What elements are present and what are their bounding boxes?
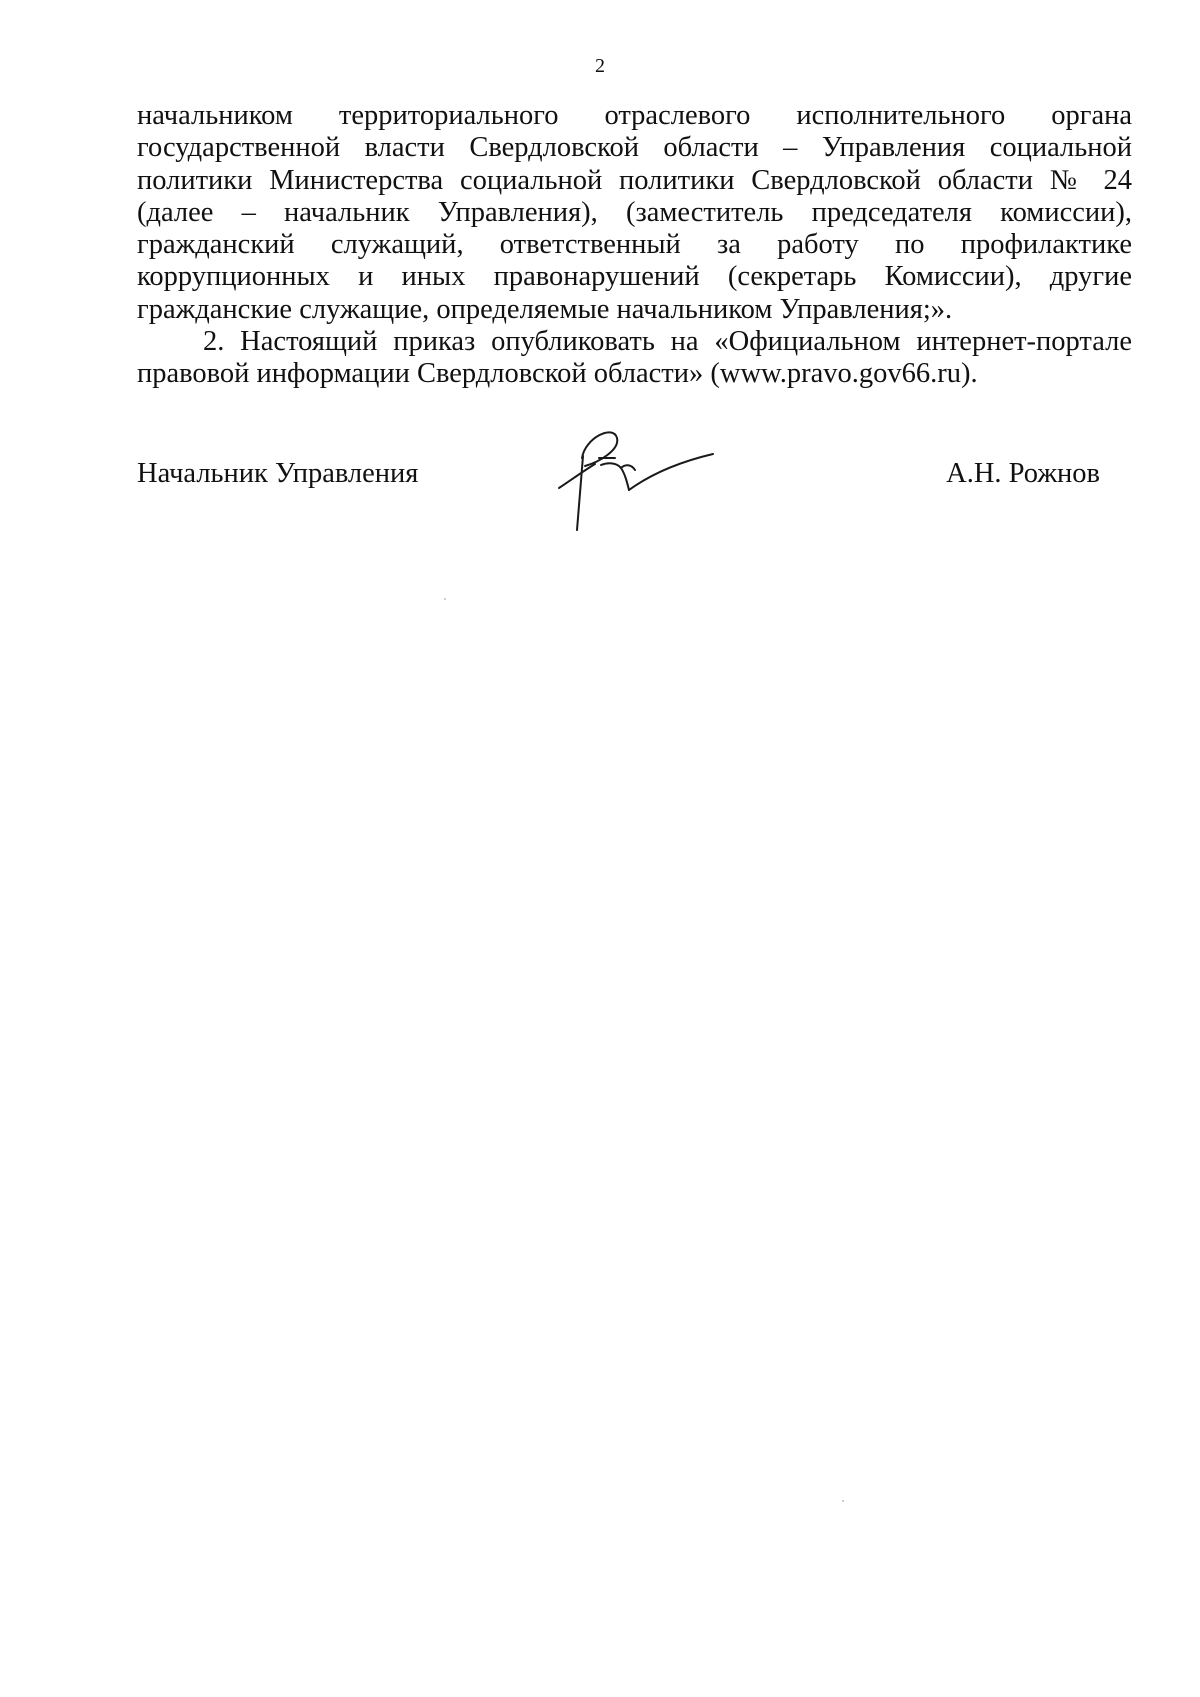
body-text (137, 100, 1132, 391)
page-number: 2 (595, 55, 605, 77)
signatory-title: Начальник Управления (137, 458, 419, 489)
signatory-name: А.Н. Рожнов (946, 458, 1100, 489)
scan-speck (842, 1500, 844, 1502)
paragraph-continuation: начальником территориального отраслевого исполнительного органа государственной власти Свердловской области – Управления социальной политики Министерства социальной политики Свердловской области № 24 (далее – начальник Управления), (заместитель председателя комиссии), гражданский служащий, ответственный за работу по профилактике коррупционных и иных правонарушений (секретарь Комиссии), другие гражданские служащие, определяемые начальником Управления;». (137, 100, 1132, 325)
signature-block (0, 458, 1200, 538)
paragraph-2: 2. Настоящий приказ опубликовать на «Официальном интернет-портале правовой информации Свердловской области» (www.pravo.gov66.ru). (137, 326, 1132, 390)
handwritten-signature (555, 418, 725, 538)
scan-speck (444, 598, 446, 600)
